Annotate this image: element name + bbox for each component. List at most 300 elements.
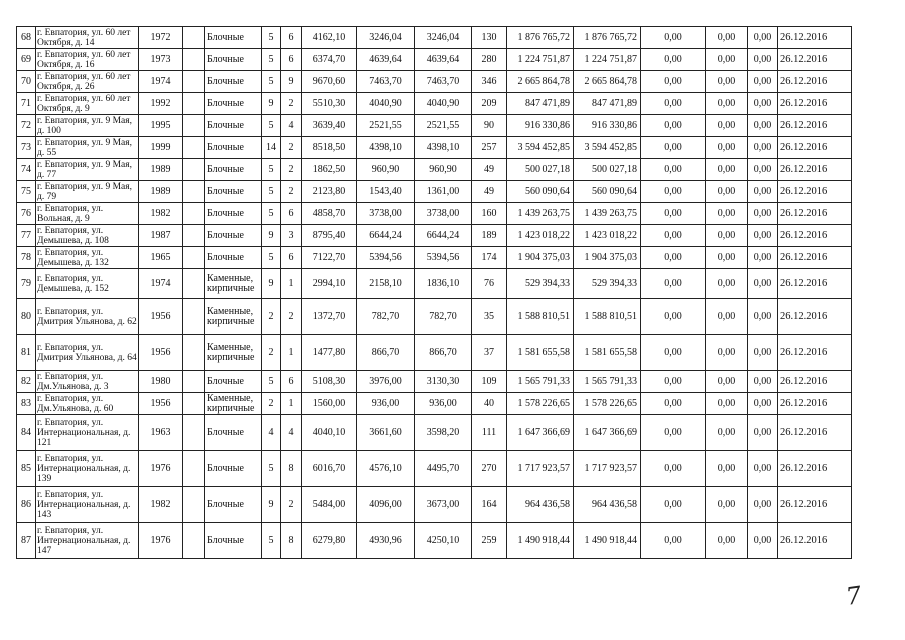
row-number: 80 — [17, 299, 36, 335]
table-row — [17, 487, 852, 523]
cost-total-cell: 1 904 375,03 — [507, 247, 574, 269]
row-number: 87 — [17, 523, 36, 559]
page-number-mark: 7 — [844, 581, 864, 611]
living-area-cell: 2521,55 — [357, 115, 415, 137]
address-cell: г. Евпатория, ул. 9 Мая, д. 77 — [36, 159, 139, 181]
year-built-cell: 1989 — [139, 159, 183, 181]
row-number: 79 — [17, 269, 36, 299]
zero-value-cell: 0,00 — [748, 415, 778, 451]
housing-register-table — [16, 26, 851, 559]
row-number: 77 — [17, 225, 36, 247]
cost-fund-cell: 1 423 018,22 — [574, 225, 641, 247]
table-row — [17, 451, 852, 487]
residents-cell: 164 — [472, 487, 507, 523]
cost-fund-cell: 1 717 923,57 — [574, 451, 641, 487]
row-number: 82 — [17, 371, 36, 393]
floors-cell: 5 — [262, 247, 281, 269]
cost-fund-cell: 1 647 366,69 — [574, 415, 641, 451]
address-cell: г. Евпатория, ул. Интернациональная, д. 147 — [36, 523, 139, 559]
date-cell: 26.12.2016 — [778, 335, 852, 371]
address-cell: г. Евпатория, ул. 9 Мая, д. 55 — [36, 137, 139, 159]
wall-material-cell: Блочные — [205, 247, 262, 269]
zero-value-cell: 0,00 — [706, 181, 748, 203]
wall-material-cell: Каменные, кирпичные — [205, 299, 262, 335]
blank-cell — [183, 247, 205, 269]
total-area-cell: 4162,10 — [302, 27, 357, 49]
date-cell: 26.12.2016 — [778, 181, 852, 203]
blank-cell — [183, 137, 205, 159]
blank-cell — [183, 269, 205, 299]
residents-cell: 160 — [472, 203, 507, 225]
blank-cell — [183, 393, 205, 415]
wall-material-cell: Блочные — [205, 415, 262, 451]
blank-cell — [183, 225, 205, 247]
cost-total-cell: 529 394,33 — [507, 269, 574, 299]
zero-value-cell: 0,00 — [706, 335, 748, 371]
residential-area-cell: 782,70 — [415, 299, 472, 335]
cost-total-cell: 1 581 655,58 — [507, 335, 574, 371]
floors-cell: 2 — [262, 335, 281, 371]
zero-value-cell: 0,00 — [641, 247, 706, 269]
row-number: 72 — [17, 115, 36, 137]
floors-cell: 5 — [262, 451, 281, 487]
cost-fund-cell: 1 904 375,03 — [574, 247, 641, 269]
cost-total-cell: 1 565 791,33 — [507, 371, 574, 393]
wall-material-cell: Блочные — [205, 225, 262, 247]
residents-cell: 49 — [472, 181, 507, 203]
entrances-cell: 8 — [281, 523, 302, 559]
floors-cell: 2 — [262, 393, 281, 415]
entrances-cell: 6 — [281, 27, 302, 49]
wall-material-cell: Блочные — [205, 371, 262, 393]
living-area-cell: 3246,04 — [357, 27, 415, 49]
zero-value-cell: 0,00 — [706, 225, 748, 247]
year-built-cell: 1956 — [139, 299, 183, 335]
zero-value-cell: 0,00 — [641, 71, 706, 93]
cost-total-cell: 1 439 263,75 — [507, 203, 574, 225]
address-cell: г. Евпатория, ул. Демышева, д. 132 — [36, 247, 139, 269]
year-built-cell: 1989 — [139, 181, 183, 203]
table-row — [17, 93, 852, 115]
row-number: 78 — [17, 247, 36, 269]
total-area-cell: 6279,80 — [302, 523, 357, 559]
residential-area-cell: 3246,04 — [415, 27, 472, 49]
cost-fund-cell: 916 330,86 — [574, 115, 641, 137]
living-area-cell: 7463,70 — [357, 71, 415, 93]
floors-cell: 9 — [262, 225, 281, 247]
total-area-cell: 5108,30 — [302, 371, 357, 393]
row-number: 68 — [17, 27, 36, 49]
year-built-cell: 1976 — [139, 451, 183, 487]
zero-value-cell: 0,00 — [641, 225, 706, 247]
residential-area-cell: 936,00 — [415, 393, 472, 415]
zero-value-cell: 0,00 — [748, 71, 778, 93]
residents-cell: 109 — [472, 371, 507, 393]
table-row — [17, 203, 852, 225]
wall-material-cell: Блочные — [205, 451, 262, 487]
total-area-cell: 9670,60 — [302, 71, 357, 93]
date-cell: 26.12.2016 — [778, 299, 852, 335]
residents-cell: 130 — [472, 27, 507, 49]
cost-fund-cell: 964 436,58 — [574, 487, 641, 523]
year-built-cell: 1974 — [139, 269, 183, 299]
wall-material-cell: Блочные — [205, 137, 262, 159]
cost-total-cell: 1 578 226,65 — [507, 393, 574, 415]
zero-value-cell: 0,00 — [641, 299, 706, 335]
zero-value-cell: 0,00 — [706, 71, 748, 93]
table-row — [17, 247, 852, 269]
zero-value-cell: 0,00 — [748, 27, 778, 49]
floors-cell: 5 — [262, 181, 281, 203]
row-number: 84 — [17, 415, 36, 451]
residential-area-cell: 1361,00 — [415, 181, 472, 203]
wall-material-cell: Блочные — [205, 523, 262, 559]
zero-value-cell: 0,00 — [641, 93, 706, 115]
blank-cell — [183, 335, 205, 371]
zero-value-cell: 0,00 — [706, 203, 748, 225]
zero-value-cell: 0,00 — [641, 393, 706, 415]
cost-fund-cell: 1 876 765,72 — [574, 27, 641, 49]
total-area-cell: 1477,80 — [302, 335, 357, 371]
cost-fund-cell: 1 588 810,51 — [574, 299, 641, 335]
address-cell: г. Евпатория, ул. Демышева, д. 152 — [36, 269, 139, 299]
address-cell: г. Евпатория, ул. 60 лет Октября, д. 14 — [36, 27, 139, 49]
cost-total-cell: 964 436,58 — [507, 487, 574, 523]
table-row — [17, 159, 852, 181]
living-area-cell: 2158,10 — [357, 269, 415, 299]
zero-value-cell: 0,00 — [706, 137, 748, 159]
cost-total-cell: 500 027,18 — [507, 159, 574, 181]
year-built-cell: 1976 — [139, 523, 183, 559]
date-cell: 26.12.2016 — [778, 49, 852, 71]
cost-fund-cell: 847 471,89 — [574, 93, 641, 115]
zero-value-cell: 0,00 — [641, 523, 706, 559]
zero-value-cell: 0,00 — [641, 115, 706, 137]
living-area-cell: 4930,96 — [357, 523, 415, 559]
floors-cell: 5 — [262, 523, 281, 559]
floors-cell: 5 — [262, 371, 281, 393]
living-area-cell: 3976,00 — [357, 371, 415, 393]
zero-value-cell: 0,00 — [748, 137, 778, 159]
zero-value-cell: 0,00 — [748, 269, 778, 299]
floors-cell: 14 — [262, 137, 281, 159]
table-row — [17, 27, 852, 49]
entrances-cell: 6 — [281, 203, 302, 225]
wall-material-cell: Блочные — [205, 71, 262, 93]
total-area-cell: 7122,70 — [302, 247, 357, 269]
date-cell: 26.12.2016 — [778, 115, 852, 137]
blank-cell — [183, 299, 205, 335]
zero-value-cell: 0,00 — [706, 393, 748, 415]
row-number: 75 — [17, 181, 36, 203]
zero-value-cell: 0,00 — [641, 335, 706, 371]
zero-value-cell: 0,00 — [706, 451, 748, 487]
row-number: 83 — [17, 393, 36, 415]
residents-cell: 280 — [472, 49, 507, 71]
living-area-cell: 1543,40 — [357, 181, 415, 203]
zero-value-cell: 0,00 — [706, 49, 748, 71]
cost-total-cell: 847 471,89 — [507, 93, 574, 115]
row-number: 85 — [17, 451, 36, 487]
table-row — [17, 71, 852, 93]
living-area-cell: 4040,90 — [357, 93, 415, 115]
total-area-cell: 8795,40 — [302, 225, 357, 247]
total-area-cell: 8518,50 — [302, 137, 357, 159]
residents-cell: 259 — [472, 523, 507, 559]
table-row — [17, 269, 852, 299]
cost-total-cell: 3 594 452,85 — [507, 137, 574, 159]
residents-cell: 209 — [472, 93, 507, 115]
entrances-cell: 2 — [281, 181, 302, 203]
zero-value-cell: 0,00 — [641, 451, 706, 487]
date-cell: 26.12.2016 — [778, 247, 852, 269]
table-row — [17, 181, 852, 203]
date-cell: 26.12.2016 — [778, 27, 852, 49]
cost-total-cell: 916 330,86 — [507, 115, 574, 137]
entrances-cell: 6 — [281, 371, 302, 393]
address-cell: г. Евпатория, ул. 9 Мая, д. 79 — [36, 181, 139, 203]
wall-material-cell: Блочные — [205, 203, 262, 225]
cost-fund-cell: 1 439 263,75 — [574, 203, 641, 225]
zero-value-cell: 0,00 — [748, 225, 778, 247]
table-row — [17, 49, 852, 71]
floors-cell: 5 — [262, 159, 281, 181]
residential-area-cell: 3738,00 — [415, 203, 472, 225]
zero-value-cell: 0,00 — [641, 49, 706, 71]
zero-value-cell: 0,00 — [706, 415, 748, 451]
zero-value-cell: 0,00 — [748, 335, 778, 371]
row-number: 70 — [17, 71, 36, 93]
living-area-cell: 6644,24 — [357, 225, 415, 247]
residents-cell: 35 — [472, 299, 507, 335]
entrances-cell: 1 — [281, 269, 302, 299]
table-row — [17, 299, 852, 335]
cost-total-cell: 1 490 918,44 — [507, 523, 574, 559]
entrances-cell: 3 — [281, 225, 302, 247]
address-cell: г. Евпатория, ул. Дмитрия Ульянова, д. 62 — [36, 299, 139, 335]
entrances-cell: 4 — [281, 115, 302, 137]
floors-cell: 9 — [262, 93, 281, 115]
cost-total-cell: 1 647 366,69 — [507, 415, 574, 451]
table-row — [17, 115, 852, 137]
residential-area-cell: 1836,10 — [415, 269, 472, 299]
year-built-cell: 1982 — [139, 487, 183, 523]
table-row — [17, 371, 852, 393]
zero-value-cell: 0,00 — [748, 393, 778, 415]
wall-material-cell: Блочные — [205, 27, 262, 49]
table-row — [17, 335, 852, 371]
row-number: 81 — [17, 335, 36, 371]
living-area-cell: 3738,00 — [357, 203, 415, 225]
year-built-cell: 1982 — [139, 203, 183, 225]
zero-value-cell: 0,00 — [706, 115, 748, 137]
blank-cell — [183, 451, 205, 487]
entrances-cell: 9 — [281, 71, 302, 93]
cost-fund-cell: 529 394,33 — [574, 269, 641, 299]
address-cell: г. Евпатория, ул. Интернациональная, д. 139 — [36, 451, 139, 487]
cost-total-cell: 1 717 923,57 — [507, 451, 574, 487]
address-cell: г. Евпатория, ул. Вольная, д. 9 — [36, 203, 139, 225]
entrances-cell: 2 — [281, 299, 302, 335]
wall-material-cell: Блочные — [205, 487, 262, 523]
wall-material-cell: Блочные — [205, 159, 262, 181]
zero-value-cell: 0,00 — [641, 269, 706, 299]
cost-fund-cell: 1 490 918,44 — [574, 523, 641, 559]
residential-area-cell: 4040,90 — [415, 93, 472, 115]
entrances-cell: 1 — [281, 393, 302, 415]
date-cell: 26.12.2016 — [778, 451, 852, 487]
row-number: 73 — [17, 137, 36, 159]
zero-value-cell: 0,00 — [641, 159, 706, 181]
residential-area-cell: 6644,24 — [415, 225, 472, 247]
residents-cell: 257 — [472, 137, 507, 159]
date-cell: 26.12.2016 — [778, 371, 852, 393]
cost-total-cell: 1 876 765,72 — [507, 27, 574, 49]
floors-cell: 5 — [262, 49, 281, 71]
blank-cell — [183, 487, 205, 523]
zero-value-cell: 0,00 — [706, 371, 748, 393]
address-cell: г. Евпатория, ул. 60 лет Октября, д. 9 — [36, 93, 139, 115]
residents-cell: 76 — [472, 269, 507, 299]
table-row — [17, 393, 852, 415]
total-area-cell: 4040,10 — [302, 415, 357, 451]
cost-total-cell: 2 665 864,78 — [507, 71, 574, 93]
residents-cell: 40 — [472, 393, 507, 415]
floors-cell: 5 — [262, 71, 281, 93]
year-built-cell: 1965 — [139, 247, 183, 269]
total-area-cell: 2994,10 — [302, 269, 357, 299]
row-number: 86 — [17, 487, 36, 523]
entrances-cell: 4 — [281, 415, 302, 451]
residential-area-cell: 3673,00 — [415, 487, 472, 523]
address-cell: г. Евпатория, ул. Интернациональная, д. 143 — [36, 487, 139, 523]
entrances-cell: 6 — [281, 247, 302, 269]
floors-cell: 5 — [262, 115, 281, 137]
row-number: 71 — [17, 93, 36, 115]
year-built-cell: 1973 — [139, 49, 183, 71]
zero-value-cell: 0,00 — [706, 487, 748, 523]
residential-area-cell: 4398,10 — [415, 137, 472, 159]
floors-cell: 9 — [262, 487, 281, 523]
date-cell: 26.12.2016 — [778, 71, 852, 93]
blank-cell — [183, 49, 205, 71]
cost-fund-cell: 560 090,64 — [574, 181, 641, 203]
total-area-cell: 5484,00 — [302, 487, 357, 523]
wall-material-cell: Блочные — [205, 181, 262, 203]
table-row — [17, 225, 852, 247]
wall-material-cell: Блочные — [205, 49, 262, 71]
entrances-cell: 8 — [281, 451, 302, 487]
floors-cell: 4 — [262, 415, 281, 451]
living-area-cell: 960,90 — [357, 159, 415, 181]
zero-value-cell: 0,00 — [748, 371, 778, 393]
table-row — [17, 137, 852, 159]
total-area-cell: 6016,70 — [302, 451, 357, 487]
entrances-cell: 1 — [281, 335, 302, 371]
residential-area-cell: 866,70 — [415, 335, 472, 371]
year-built-cell: 1972 — [139, 27, 183, 49]
residential-area-cell: 7463,70 — [415, 71, 472, 93]
zero-value-cell: 0,00 — [748, 115, 778, 137]
blank-cell — [183, 523, 205, 559]
wall-material-cell: Блочные — [205, 93, 262, 115]
residents-cell: 174 — [472, 247, 507, 269]
total-area-cell: 1560,00 — [302, 393, 357, 415]
total-area-cell: 1862,50 — [302, 159, 357, 181]
zero-value-cell: 0,00 — [706, 247, 748, 269]
zero-value-cell: 0,00 — [706, 523, 748, 559]
blank-cell — [183, 371, 205, 393]
year-built-cell: 1974 — [139, 71, 183, 93]
wall-material-cell: Каменные, кирпичные — [205, 269, 262, 299]
cost-fund-cell: 1 224 751,87 — [574, 49, 641, 71]
address-cell: г. Евпатория, ул. Дм.Ульянова, д. 60 — [36, 393, 139, 415]
residential-area-cell: 4250,10 — [415, 523, 472, 559]
living-area-cell: 4398,10 — [357, 137, 415, 159]
blank-cell — [183, 203, 205, 225]
residents-cell: 111 — [472, 415, 507, 451]
zero-value-cell: 0,00 — [748, 49, 778, 71]
zero-value-cell: 0,00 — [706, 299, 748, 335]
total-area-cell: 5510,30 — [302, 93, 357, 115]
date-cell: 26.12.2016 — [778, 137, 852, 159]
table-body — [17, 27, 852, 559]
zero-value-cell: 0,00 — [641, 371, 706, 393]
living-area-cell: 5394,56 — [357, 247, 415, 269]
year-built-cell: 1956 — [139, 393, 183, 415]
residential-area-cell: 960,90 — [415, 159, 472, 181]
zero-value-cell: 0,00 — [748, 247, 778, 269]
zero-value-cell: 0,00 — [641, 181, 706, 203]
address-cell: г. Евпатория, ул. Интернациональная, д. 121 — [36, 415, 139, 451]
date-cell: 26.12.2016 — [778, 393, 852, 415]
table-row — [17, 415, 852, 451]
zero-value-cell: 0,00 — [748, 523, 778, 559]
row-number: 74 — [17, 159, 36, 181]
zero-value-cell: 0,00 — [748, 93, 778, 115]
cost-fund-cell: 1 578 226,65 — [574, 393, 641, 415]
total-area-cell: 3639,40 — [302, 115, 357, 137]
date-cell: 26.12.2016 — [778, 93, 852, 115]
cost-fund-cell: 1 565 791,33 — [574, 371, 641, 393]
zero-value-cell: 0,00 — [748, 159, 778, 181]
residential-area-cell: 2521,55 — [415, 115, 472, 137]
residential-area-cell: 4639,64 — [415, 49, 472, 71]
wall-material-cell: Блочные — [205, 115, 262, 137]
wall-material-cell: Каменные, кирпичные — [205, 335, 262, 371]
address-cell: г. Евпатория, ул. Дм.Ульянова, д. 3 — [36, 371, 139, 393]
entrances-cell: 2 — [281, 487, 302, 523]
table-row — [17, 523, 852, 559]
date-cell: 26.12.2016 — [778, 523, 852, 559]
zero-value-cell: 0,00 — [748, 203, 778, 225]
zero-value-cell: 0,00 — [706, 93, 748, 115]
zero-value-cell: 0,00 — [706, 159, 748, 181]
residents-cell: 90 — [472, 115, 507, 137]
row-number: 76 — [17, 203, 36, 225]
residents-cell: 346 — [472, 71, 507, 93]
zero-value-cell: 0,00 — [748, 181, 778, 203]
blank-cell — [183, 93, 205, 115]
wall-material-cell: Каменные, кирпичные — [205, 393, 262, 415]
address-cell: г. Евпатория, ул. 9 Мая, д. 100 — [36, 115, 139, 137]
date-cell: 26.12.2016 — [778, 269, 852, 299]
zero-value-cell: 0,00 — [641, 415, 706, 451]
zero-value-cell: 0,00 — [641, 137, 706, 159]
cost-total-cell: 1 588 810,51 — [507, 299, 574, 335]
zero-value-cell: 0,00 — [641, 203, 706, 225]
living-area-cell: 866,70 — [357, 335, 415, 371]
